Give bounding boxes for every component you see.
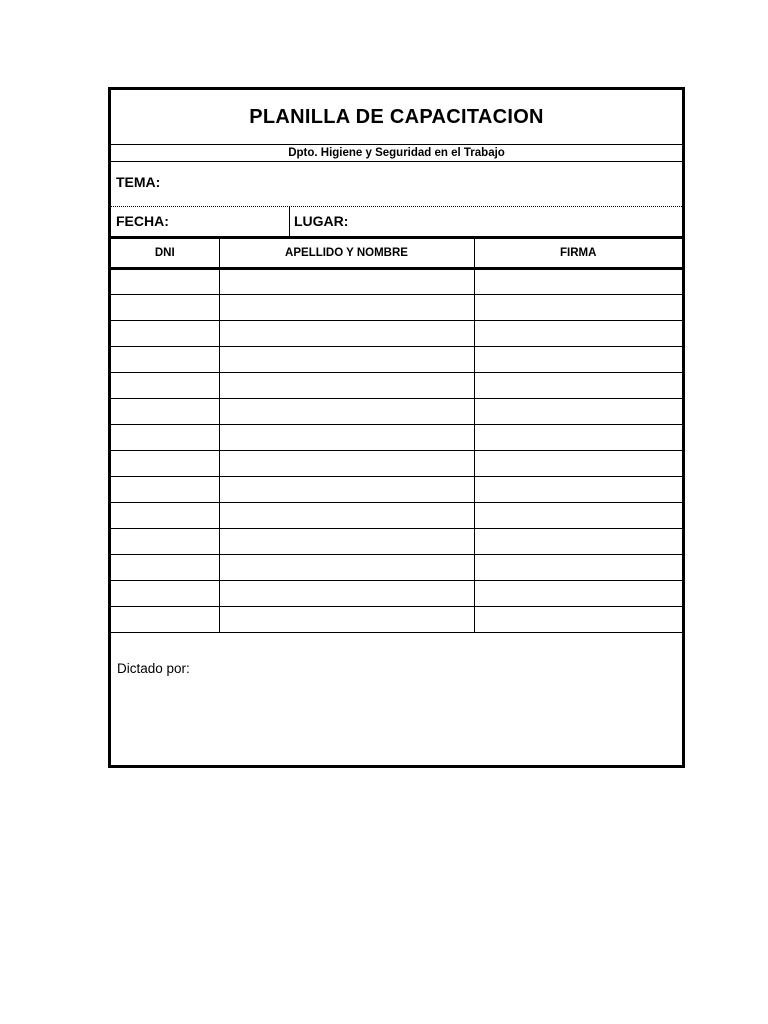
- apellido-nombre-cell[interactable]: [219, 555, 474, 581]
- attendance-table: [111, 236, 682, 633]
- table-row: [111, 477, 682, 503]
- column-header-dni: DNI: [111, 238, 219, 269]
- dni-cell[interactable]: [111, 477, 219, 503]
- dni-cell[interactable]: [111, 347, 219, 373]
- table-row: [111, 347, 682, 373]
- table-row: [111, 503, 682, 529]
- firma-cell[interactable]: [474, 607, 682, 633]
- firma-cell[interactable]: [474, 581, 682, 607]
- lugar-label: LUGAR:: [294, 213, 349, 229]
- apellido-nombre-cell[interactable]: [219, 477, 474, 503]
- dni-cell[interactable]: [111, 295, 219, 321]
- apellido-nombre-cell[interactable]: [219, 321, 474, 347]
- firma-cell[interactable]: [474, 529, 682, 555]
- apellido-nombre-cell[interactable]: [219, 373, 474, 399]
- table-row: [111, 373, 682, 399]
- dni-cell[interactable]: [111, 451, 219, 477]
- dni-cell[interactable]: [111, 399, 219, 425]
- table-row: [111, 607, 682, 633]
- apellido-nombre-cell[interactable]: [219, 347, 474, 373]
- tema-field[interactable]: [111, 161, 682, 207]
- firma-cell[interactable]: [474, 451, 682, 477]
- apellido-nombre-cell[interactable]: [219, 269, 474, 295]
- firma-cell[interactable]: [474, 477, 682, 503]
- attendance-rows: [111, 269, 682, 633]
- firma-cell[interactable]: [474, 295, 682, 321]
- firma-cell[interactable]: [474, 555, 682, 581]
- tema-label: TEMA:: [116, 174, 161, 190]
- table-row: [111, 425, 682, 451]
- firma-cell[interactable]: [474, 425, 682, 451]
- dictado-label: Dictado por:: [117, 661, 190, 676]
- apellido-nombre-cell[interactable]: [219, 399, 474, 425]
- table-row: [111, 295, 682, 321]
- column-header-apellido-nombre: APELLIDO Y NOMBRE: [219, 238, 474, 269]
- apellido-nombre-cell[interactable]: [219, 295, 474, 321]
- apellido-nombre-cell[interactable]: [219, 581, 474, 607]
- lugar-field[interactable]: [290, 207, 682, 236]
- firma-cell[interactable]: [474, 269, 682, 295]
- table-row: [111, 555, 682, 581]
- dni-cell[interactable]: [111, 581, 219, 607]
- fecha-label: FECHA:: [116, 213, 169, 229]
- apellido-nombre-cell[interactable]: [219, 607, 474, 633]
- apellido-nombre-cell[interactable]: [219, 503, 474, 529]
- table-header-row: [111, 238, 682, 269]
- table-row: [111, 269, 682, 295]
- column-header-firma: FIRMA: [474, 238, 682, 269]
- table-row: [111, 321, 682, 347]
- firma-cell[interactable]: [474, 503, 682, 529]
- apellido-nombre-cell[interactable]: [219, 529, 474, 555]
- training-attendance-form: [108, 87, 685, 768]
- form-title: PLANILLA DE CAPACITACION: [111, 90, 682, 145]
- table-row: [111, 529, 682, 555]
- dni-cell[interactable]: [111, 269, 219, 295]
- dni-cell[interactable]: [111, 555, 219, 581]
- firma-cell[interactable]: [474, 399, 682, 425]
- firma-cell[interactable]: [474, 373, 682, 399]
- firma-cell[interactable]: [474, 347, 682, 373]
- dni-cell[interactable]: [111, 503, 219, 529]
- table-row: [111, 399, 682, 425]
- dni-cell[interactable]: [111, 607, 219, 633]
- apellido-nombre-cell[interactable]: [219, 425, 474, 451]
- firma-cell[interactable]: [474, 321, 682, 347]
- table-row: [111, 451, 682, 477]
- dni-cell[interactable]: [111, 321, 219, 347]
- table-row: [111, 581, 682, 607]
- apellido-nombre-cell[interactable]: [219, 451, 474, 477]
- dni-cell[interactable]: [111, 373, 219, 399]
- dni-cell[interactable]: [111, 529, 219, 555]
- dni-cell[interactable]: [111, 425, 219, 451]
- form-subtitle: Dpto. Higiene y Seguridad en el Trabajo: [111, 144, 682, 162]
- fecha-field[interactable]: [111, 207, 290, 236]
